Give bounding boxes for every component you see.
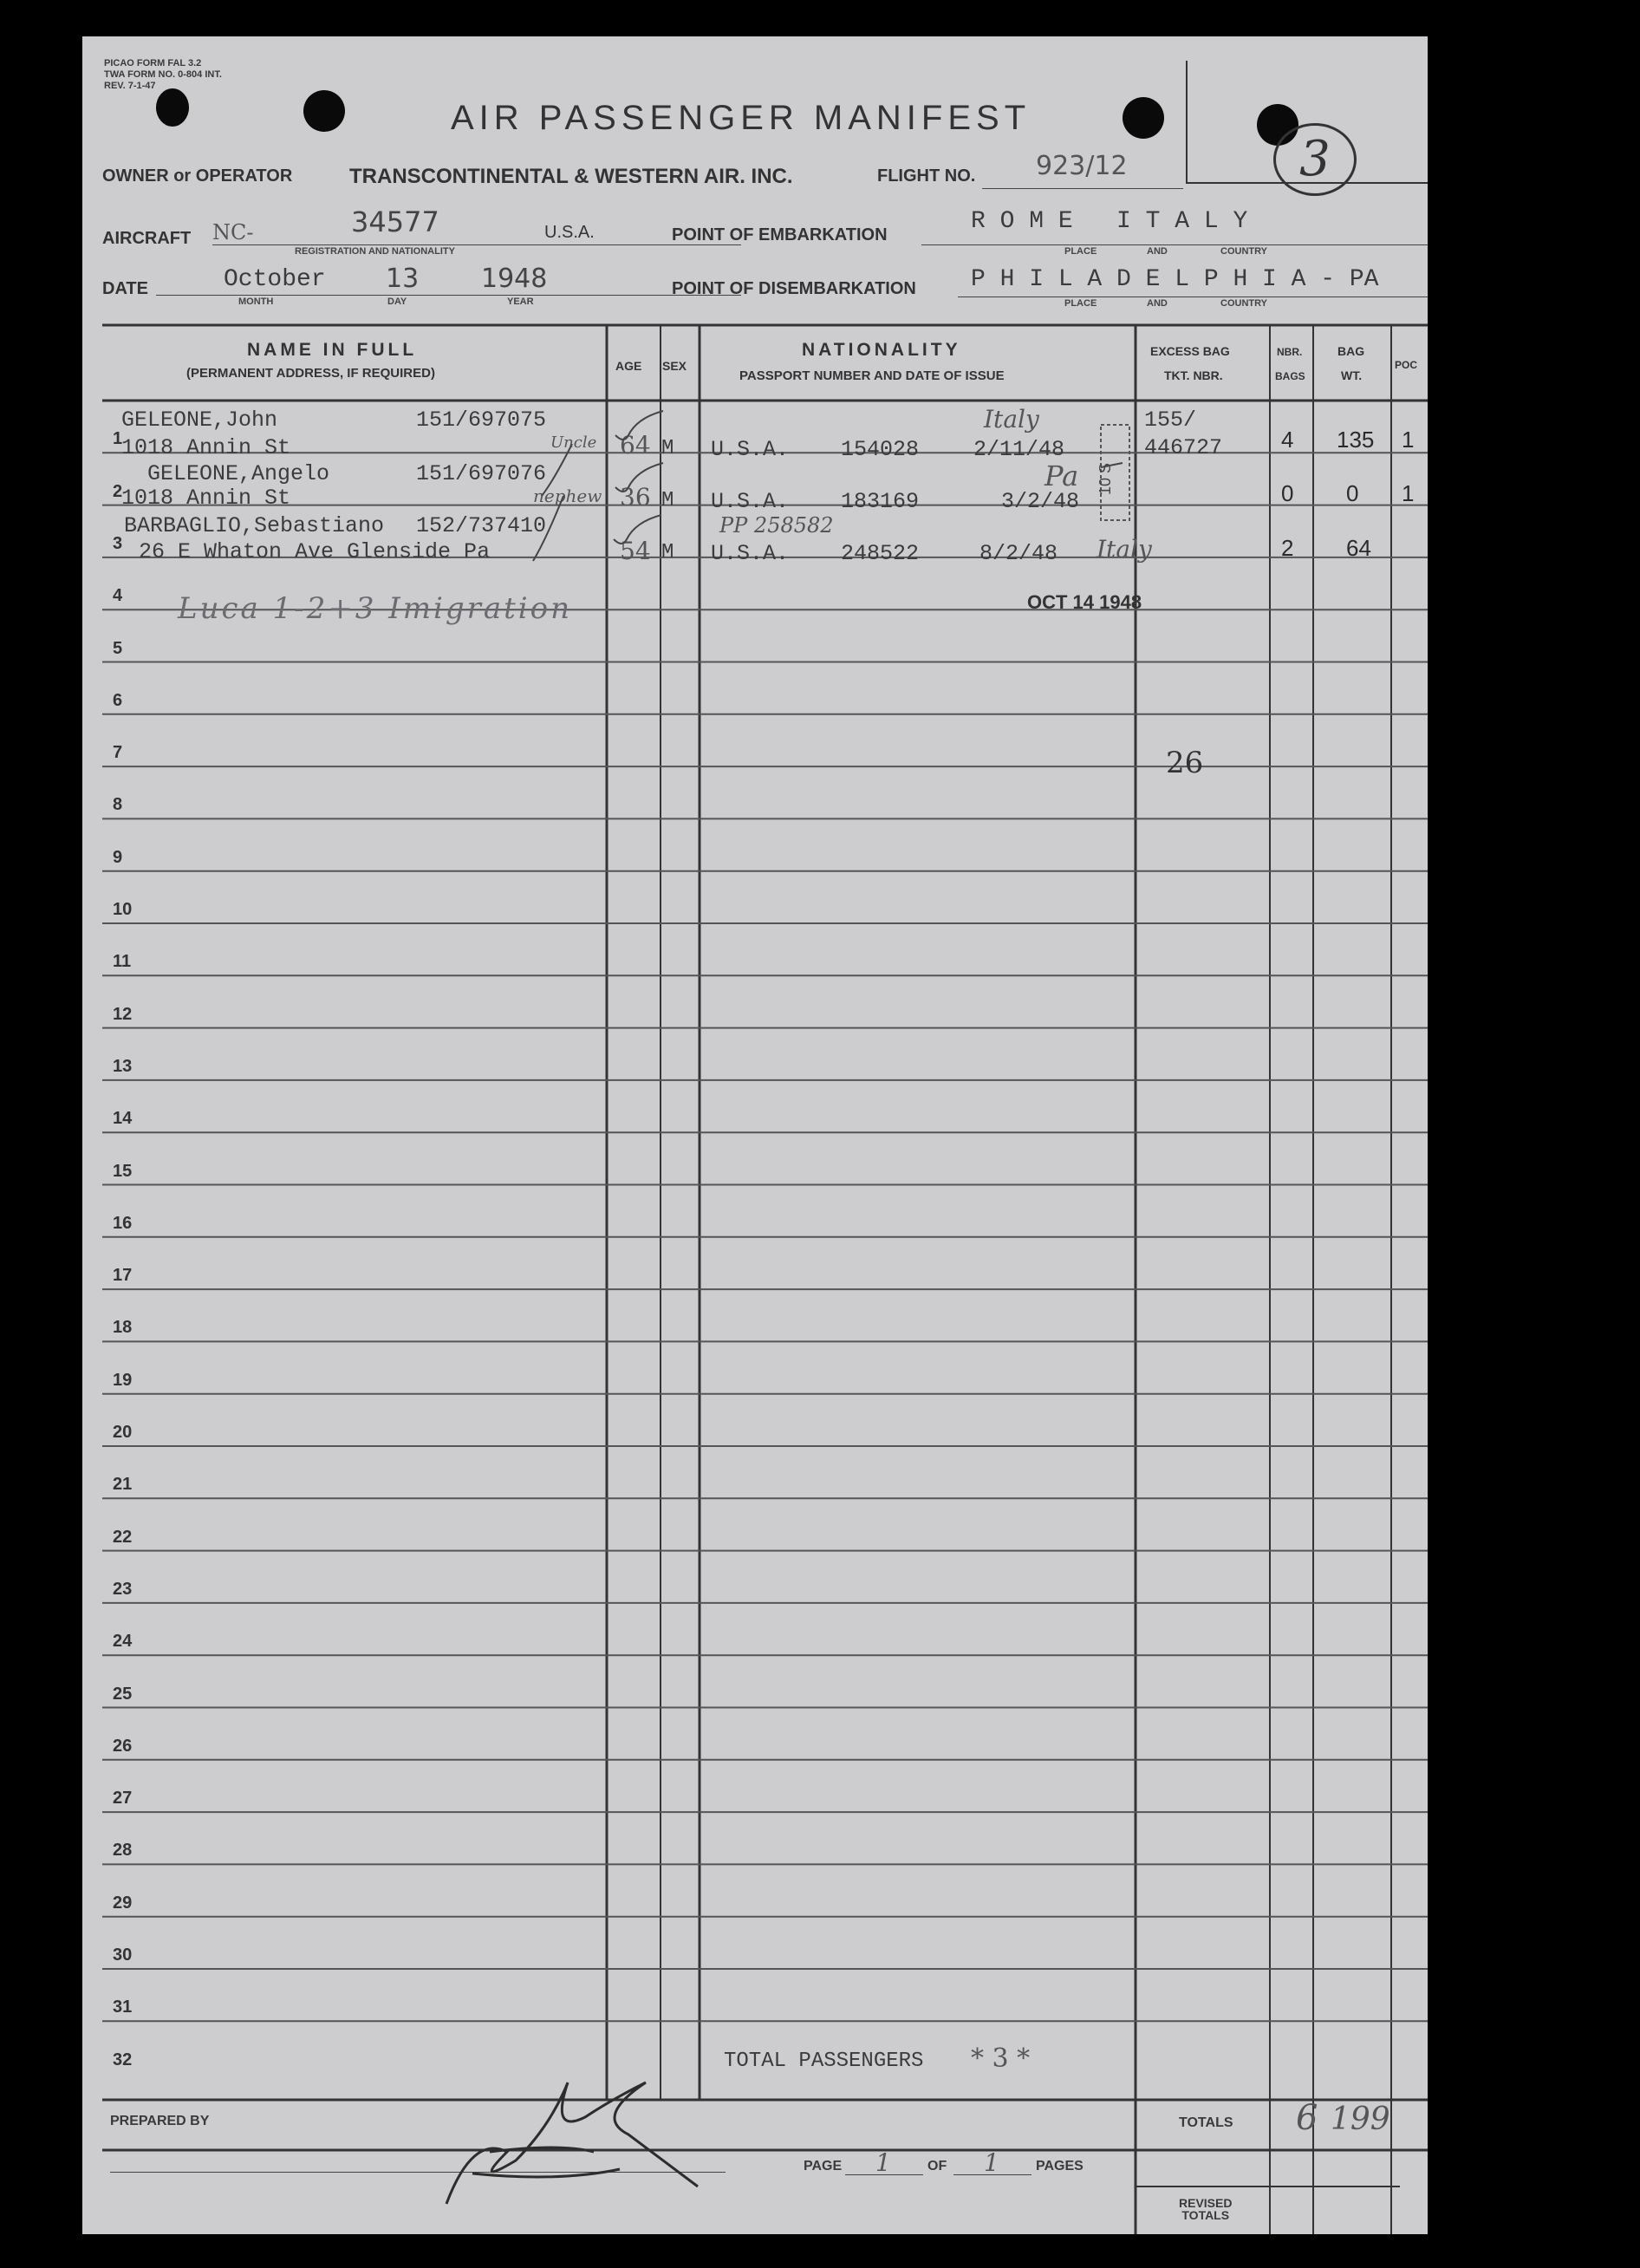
row-number: 30 bbox=[113, 1945, 133, 1965]
embark-sub-place: PLACE bbox=[1064, 246, 1097, 257]
passenger-poc: 1 bbox=[1402, 427, 1415, 453]
form-id-line-2: TWA FORM NO. 0-804 INT. bbox=[104, 69, 222, 80]
row-number: 17 bbox=[113, 1266, 133, 1286]
passenger-issue: 3/2/48 bbox=[1001, 489, 1080, 514]
row-number: 25 bbox=[113, 1684, 133, 1704]
pages-label: PAGES bbox=[1036, 2159, 1084, 2174]
disembark-label: POINT OF DISEMBARKATION bbox=[672, 279, 916, 298]
col-nationality-subheader: PASSPORT NUMBER AND DATE OF ISSUE bbox=[739, 368, 1005, 383]
row-number: 19 bbox=[113, 1370, 133, 1390]
flight-label: FLIGHT NO. bbox=[877, 166, 976, 186]
date-stamp: OCT 14 1948 bbox=[1027, 591, 1142, 613]
passenger-age: 54 bbox=[620, 537, 651, 565]
row-number: 27 bbox=[113, 1789, 133, 1809]
row-number: 7 bbox=[113, 743, 123, 763]
owner-label: OWNER or OPERATOR bbox=[102, 166, 293, 186]
embark-sub-and: AND bbox=[1147, 246, 1168, 257]
row-number: 3 bbox=[113, 533, 123, 553]
form-id-line-3: REV. 7-1-47 bbox=[104, 81, 156, 91]
row-number: 15 bbox=[113, 1161, 133, 1181]
passenger-passport: 248522 bbox=[841, 541, 920, 566]
row-number: 11 bbox=[113, 952, 132, 972]
passenger-relation: nephew bbox=[533, 486, 602, 506]
passenger-excess-2: 446727 bbox=[1144, 435, 1223, 460]
vertical-stamp: 10 S bbox=[1097, 462, 1115, 496]
embark-value: R O M E I T A L Y bbox=[971, 208, 1248, 235]
col-name-subheader: (PERMANENT ADDRESS, IF REQUIRED) bbox=[186, 366, 435, 381]
passenger-bags: 0 bbox=[1281, 480, 1294, 506]
col-bag-header: BAG bbox=[1337, 344, 1365, 358]
page-value: 1 bbox=[875, 2148, 891, 2177]
passenger-issue: 2/11/48 bbox=[973, 437, 1065, 462]
passenger-address: 26 E Whaton Ave Glenside Pa bbox=[139, 539, 491, 564]
row-number: 1 bbox=[113, 429, 123, 449]
total-passengers-value: * 3 * bbox=[971, 2043, 1031, 2074]
passenger-bags: 2 bbox=[1281, 535, 1294, 561]
prepared-by-label: PREPARED BY bbox=[110, 2114, 210, 2128]
col-age-header: AGE bbox=[615, 359, 642, 373]
date-sub-day: DAY bbox=[387, 297, 407, 307]
passenger-passport: 183169 bbox=[841, 489, 920, 514]
row-number: 29 bbox=[113, 1893, 133, 1913]
passenger-name: GELEONE,John bbox=[121, 407, 278, 433]
row-number: 28 bbox=[113, 1841, 133, 1861]
passenger-address: 1018 Annin St bbox=[121, 435, 291, 460]
aircraft-sublabel: REGISTRATION AND NATIONALITY bbox=[295, 246, 455, 257]
col-excess-subheader: TKT. NBR. bbox=[1164, 368, 1223, 382]
col-nbr-subheader: BAGS bbox=[1275, 370, 1305, 382]
row-number: 2 bbox=[113, 481, 123, 501]
passenger-note: Italy bbox=[1097, 535, 1152, 564]
row-number: 14 bbox=[113, 1109, 133, 1129]
passenger-bags: 4 bbox=[1281, 427, 1294, 453]
totals-label: TOTALS bbox=[1179, 2115, 1233, 2130]
date-month: October bbox=[224, 266, 326, 293]
col-name-header: NAME IN FULL bbox=[247, 340, 418, 360]
revised-totals-label: REVISED TOTALS bbox=[1179, 2196, 1233, 2222]
row-number: 18 bbox=[113, 1318, 133, 1338]
page-label: PAGE bbox=[804, 2159, 843, 2174]
passenger-ticket: 151/697075 bbox=[416, 407, 547, 433]
total-passengers-label: TOTAL PASSENGERS bbox=[724, 2050, 924, 2073]
aircraft-country: U.S.A. bbox=[544, 223, 595, 242]
passenger-sex: M bbox=[661, 541, 674, 564]
passenger-excess-1: 155/ bbox=[1144, 407, 1197, 433]
passenger-age: 36 bbox=[620, 483, 651, 512]
aircraft-value: 34577 bbox=[351, 205, 439, 238]
owner-value: TRANSCONTINENTAL & WESTERN AIR. INC. bbox=[349, 165, 793, 188]
row-number: 9 bbox=[113, 847, 123, 867]
form-id-line-1: PICAO FORM FAL 3.2 bbox=[104, 58, 202, 68]
totals-weight: 199 bbox=[1331, 2102, 1390, 2137]
col-sex-header: SEX bbox=[662, 359, 687, 373]
row-number: 20 bbox=[113, 1423, 133, 1442]
of-label: OF bbox=[927, 2159, 947, 2174]
row-number: 22 bbox=[113, 1527, 133, 1547]
passenger-nationality: U.S.A. bbox=[711, 437, 790, 462]
row-number: 12 bbox=[113, 1004, 133, 1024]
manifest-page bbox=[82, 36, 1428, 2234]
passenger-nationality: U.S.A. bbox=[711, 541, 790, 566]
passenger-weight: 0 bbox=[1346, 480, 1359, 506]
passenger-issue: 8/2/48 bbox=[979, 541, 1058, 566]
row-number: 32 bbox=[113, 2050, 133, 2069]
row-number: 13 bbox=[113, 1056, 133, 1076]
passenger-nationality: U.S.A. bbox=[711, 489, 790, 514]
row-number: 31 bbox=[113, 1998, 133, 2017]
row-number: 21 bbox=[113, 1475, 133, 1495]
col-poc-header: POC bbox=[1395, 359, 1418, 371]
row-number: 10 bbox=[113, 900, 133, 919]
row-number: 4 bbox=[113, 586, 123, 606]
disembark-sub-country: COUNTRY bbox=[1220, 298, 1267, 309]
passenger-note: Pa bbox=[1045, 459, 1079, 492]
passenger-sex: M bbox=[661, 489, 674, 512]
passenger-ticket: 152/737410 bbox=[416, 513, 547, 538]
flight-value: 923/12 bbox=[1036, 151, 1128, 181]
aircraft-label: AIRCRAFT bbox=[102, 229, 192, 248]
passenger-address: 1018 Annin St bbox=[121, 486, 291, 511]
passenger-relation: Uncle bbox=[550, 433, 597, 452]
passenger-name: BARBAGLIO,Sebastiano bbox=[124, 513, 385, 538]
passenger-weight: 64 bbox=[1346, 535, 1371, 561]
row7-number: 26 bbox=[1166, 746, 1204, 780]
passenger-age: 64 bbox=[620, 431, 651, 459]
row-number: 6 bbox=[113, 690, 123, 710]
date-label: DATE bbox=[102, 279, 148, 298]
aircraft-prefix: NC- bbox=[212, 220, 254, 244]
row-number: 16 bbox=[113, 1213, 133, 1233]
passenger-ticket: 151/697076 bbox=[416, 461, 547, 486]
row4-handwriting: Luca 1-2+3 Imigration bbox=[178, 591, 573, 626]
date-sub-month: MONTH bbox=[238, 297, 274, 307]
passenger-name: GELEONE,Angelo bbox=[147, 461, 330, 486]
page-title: AIR PASSENGER MANIFEST bbox=[451, 99, 1032, 137]
row-number: 24 bbox=[113, 1632, 133, 1652]
passenger-poc: 1 bbox=[1402, 480, 1415, 506]
disembark-sub-place: PLACE bbox=[1064, 298, 1097, 309]
date-sub-year: YEAR bbox=[507, 297, 534, 307]
col-bag-subheader: WT. bbox=[1341, 368, 1363, 382]
of-value: 1 bbox=[984, 2148, 999, 2177]
passenger-sex: M bbox=[661, 437, 674, 460]
date-day: 13 bbox=[386, 264, 420, 294]
passenger-pp-note: PP 258582 bbox=[719, 513, 834, 538]
disembark-value: P H I L A D E L P H I A - PA bbox=[971, 266, 1379, 293]
circled-number-value: 3 bbox=[1299, 131, 1331, 187]
col-nationality-header: NATIONALITY bbox=[802, 340, 961, 360]
signature-graphic bbox=[82, 36, 1428, 2234]
embark-label: POINT OF EMBARKATION bbox=[672, 225, 888, 244]
date-year: 1948 bbox=[481, 264, 548, 294]
passenger-passport: 154028 bbox=[841, 437, 920, 462]
col-nbr-header: NBR. bbox=[1277, 346, 1303, 358]
col-excess-header: EXCESS BAG bbox=[1150, 344, 1230, 358]
embark-sub-country: COUNTRY bbox=[1220, 246, 1267, 257]
row-number: 26 bbox=[113, 1736, 133, 1756]
row-number: 23 bbox=[113, 1579, 133, 1599]
totals-bags: 6 bbox=[1296, 2098, 1318, 2138]
row-number: 5 bbox=[113, 638, 123, 658]
row-number: 8 bbox=[113, 795, 123, 815]
disembark-sub-and: AND bbox=[1147, 298, 1168, 309]
passenger-weight: 135 bbox=[1337, 427, 1375, 453]
passenger-note: Italy bbox=[984, 405, 1039, 433]
